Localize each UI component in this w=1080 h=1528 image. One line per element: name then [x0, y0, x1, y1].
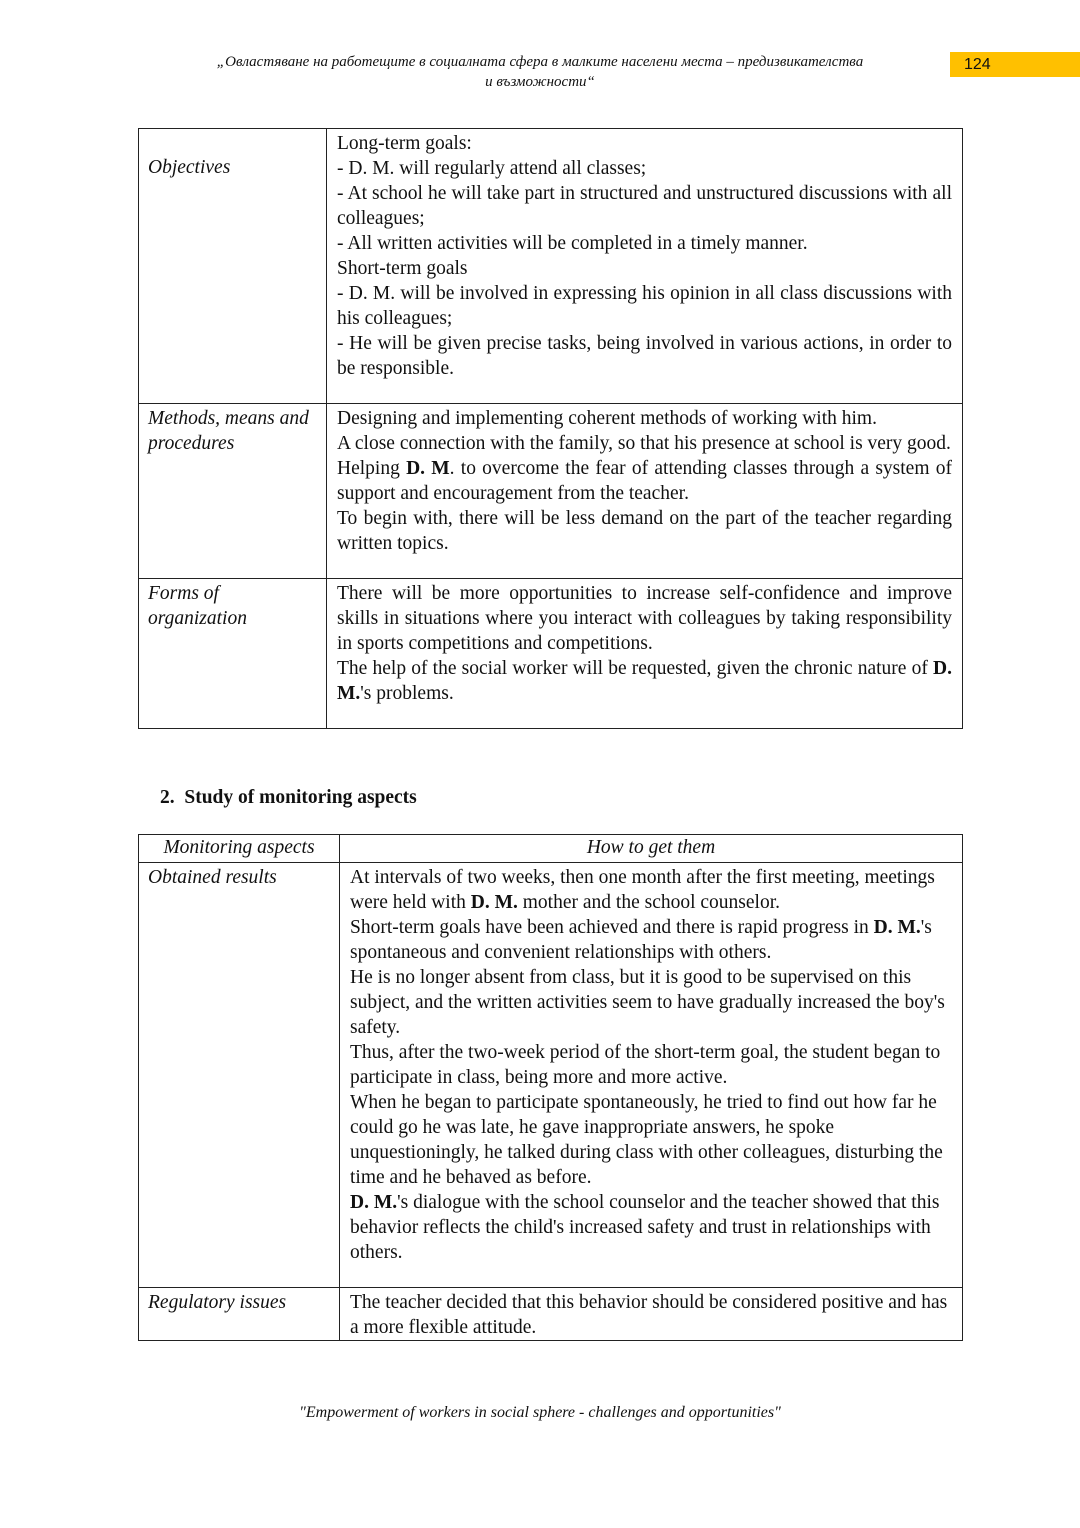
table-row	[139, 579, 963, 729]
monitoring-aspects-table	[138, 834, 963, 1341]
forms-content	[327, 579, 963, 729]
table-row	[139, 404, 963, 579]
objectives-line: Long-term goals:	[337, 133, 472, 154]
objectives-line: Short-term goals	[337, 258, 468, 279]
row-label-forms: Forms of organization	[139, 579, 327, 729]
methods-paragraph: To begin with, there will be less demand on the part of the teacher regarding written topics.	[337, 508, 952, 554]
objectives-content	[327, 129, 963, 404]
obtained-paragraph: Thus, after the two-week period of the short-term goal, the student began to participate in class, being more and more active.	[350, 1042, 941, 1088]
obtained-paragraph: When he began to participate spontaneously, he tried to find out how far he could go he was late, he gave inappropriate answers, he spoke unquestioningly, he talked during class with other colleagues, disturbing the time and he behaved as before.	[350, 1092, 943, 1188]
bold-name: D. M.	[337, 658, 952, 704]
regulatory-content: The teacher decided that this behavior should be considered positive and has a more flexible attitude.	[340, 1288, 963, 1341]
intervention-plan-table	[138, 128, 963, 729]
obtained-results-content: At intervals of two weeks, then one month after the first meeting, meetings were held with D. M. mother and the school counselor. Short-term goals have been achieved and there is rapid progress in D. M.'s spontaneous and convenient relationships with others. He is no longer absent from class, but it is good to be supervised on this subject, and the written activities seem to have gradually increased the boy's safety. Thus, after the two-week period of the short-term goal, the student began to participate in class, being more and more active. When he began to participate spontaneously, he tried to find out how far he could go he was late, he gave inappropriate answers, he spoke unquestioningly, he talked during class with other colleagues, disturbing the time and he behaved as before. D. M.'s dialogue with the school counselor and the teacher showed that this behavior reflects the child's increased safety and trust in relationships with others.	[340, 863, 963, 1288]
objectives-line: - D. M. will be involved in expressing his opinion in all class discussions with his colleagues;	[337, 283, 952, 329]
table-header-row	[139, 835, 963, 863]
column-header: Monitoring aspects	[139, 835, 340, 863]
page-number-badge: 124	[950, 52, 1080, 77]
table-row	[139, 1288, 963, 1341]
header-title-line2: и възможности“	[485, 74, 595, 90]
table-row	[139, 863, 963, 1288]
row-label-obtained: Obtained results	[139, 863, 340, 1288]
section-heading	[160, 786, 417, 810]
obtained-paragraph: He is no longer absent from class, but it is good to be supervised on this subject, and the written activities seem to have gradually increased the boy's safety.	[350, 967, 945, 1038]
section-number: 2.	[160, 787, 175, 808]
bold-name: D. M.	[873, 917, 921, 938]
objectives-line: - D. M. will regularly attend all classes;	[337, 158, 647, 179]
row-label-regulatory: Regulatory issues	[139, 1288, 340, 1341]
header-title-line1: „Овластяване на работещите в социалната сфера в малките населени места – предизвикателства	[216, 54, 864, 70]
row-label-methods: Methods, means and procedures	[139, 404, 327, 579]
methods-content	[327, 404, 963, 579]
page-footer: "Empowerment of workers in social sphere - challenges and opportunities"	[299, 1404, 781, 1421]
methods-paragraph: A close connection with the family, so that his presence at school is very good.	[337, 433, 951, 454]
forms-paragraph: The help of the social worker will be requested, given the chronic nature of D. M.'s problems.	[337, 658, 952, 704]
methods-paragraph: Designing and implementing coherent methods of working with him.	[337, 408, 877, 429]
objectives-line: - At school he will take part in structured and unstructured discussions with all colleagues;	[337, 183, 952, 229]
methods-paragraph: Helping D. M. to overcome the fear of attending classes through a system of support and encouragement from the teacher.	[337, 458, 952, 504]
section-title: Study of monitoring aspects	[184, 787, 417, 808]
objectives-line: - He will be given precise tasks, being involved in various actions, in order to be responsible.	[337, 333, 952, 379]
column-header: How to get them	[340, 835, 963, 863]
objectives-line: - All written activities will be completed in a timely manner.	[337, 233, 808, 254]
table-row	[139, 129, 963, 404]
forms-paragraph: There will be more opportunities to increase self-confidence and improve skills in situations where you interact with colleagues by taking responsibility in sports competitions and competitions.	[337, 583, 952, 654]
row-label-objectives: Objectives	[139, 129, 327, 404]
bold-name: D. M.	[470, 892, 518, 913]
bold-name: D. M	[406, 458, 450, 479]
bold-name: D. M.	[350, 1192, 398, 1213]
page-header	[110, 52, 970, 92]
